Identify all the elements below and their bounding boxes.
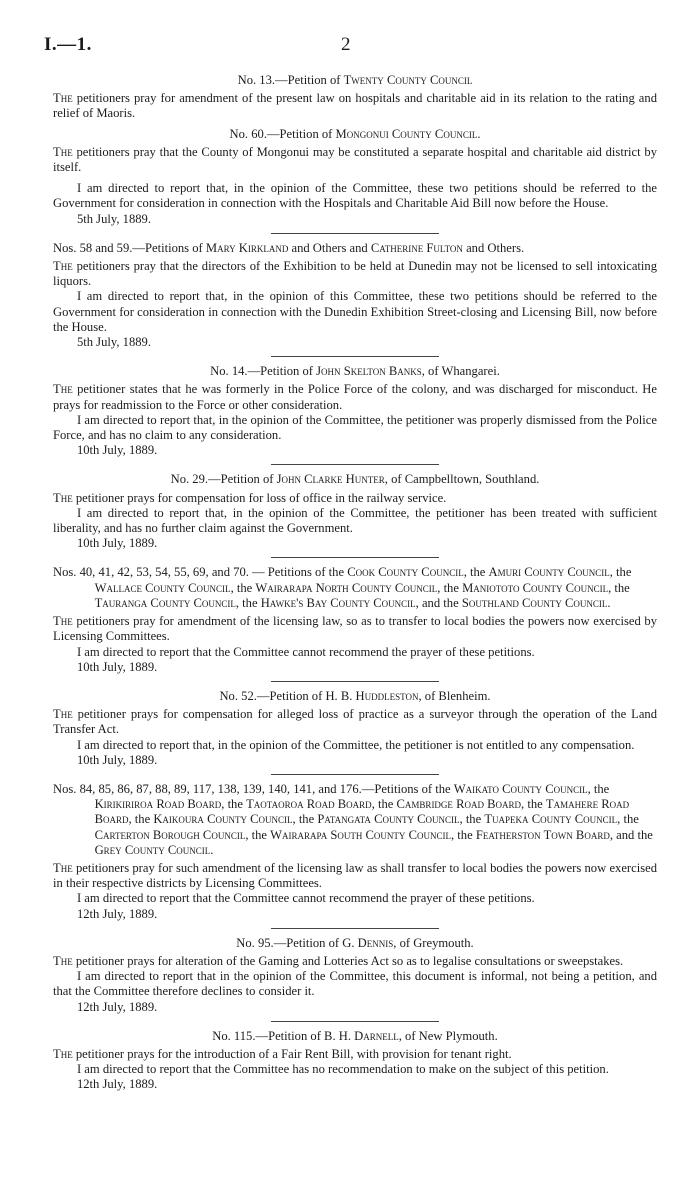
report-date: 5th July, 1889. — [76, 335, 151, 350]
title-text: , the — [230, 580, 256, 595]
council-name: Featherston Town Board — [475, 827, 610, 842]
section-title: No. 29.—Petition of John Clarke Hunter, of Campbelltown, Southland. — [170, 472, 540, 487]
title-text: , the — [521, 797, 546, 812]
title-text: , the — [608, 580, 630, 595]
section-title — [53, 565, 657, 611]
section-title: No. 14.—Petition of John Skelton Banks, of Whangarei. — [210, 364, 500, 379]
petition-section — [53, 241, 657, 357]
section-divider — [271, 356, 439, 357]
council-name: Cook County Council — [347, 565, 464, 580]
title-text: Nos. 84, 85, 86, 87, 88, 89, 117, 138, 139, 140, 141, and 176.—Petitions of the — [53, 781, 454, 796]
section-title: No. 60.—Petition of Mongonui County Council. — [229, 126, 481, 141]
petition-text: The petitioner prays for alteration of the Gaming and Lotteries Act so as to legalise consultations or sweepstakes. — [53, 953, 624, 968]
petition-section — [53, 73, 657, 122]
petition-section — [53, 936, 657, 1022]
council-name: Tuapeka County Council — [484, 812, 618, 827]
section-divider — [271, 681, 439, 682]
council-name: Maniototo County Council — [462, 580, 609, 595]
council-name: Amuri County Council — [488, 565, 610, 580]
report-text: I am directed to report that the Committee cannot recommend the prayer of these petitions. — [76, 891, 535, 906]
section-divider — [271, 774, 439, 775]
petition-text: The petitioner states that he was formerly in the Police Force of the colony, and was discharged for misconduct. He prays for readmission to the Force or other consideration. — [53, 382, 657, 412]
council-name: Tamahere Road Board — [94, 797, 630, 827]
section-title: Nos. 58 and 59.—Petitions of Mary Kirkland and Others and Catherine Fulton and Others. — [53, 240, 525, 255]
title-text: , the — [587, 781, 610, 796]
council-name: Wairarapa North County Council — [255, 580, 438, 595]
title-text: , the — [221, 797, 247, 812]
report-text: I am directed to report that the Committee has no recommendation to make on the subject of this petition. — [76, 1062, 609, 1077]
report-text: I am directed to report that, in the opinion of the Committee, the petitioner was properly dismissed from the Police Force, and has no claim to any consideration. — [53, 412, 657, 443]
report-text: I am directed to report that, in the opinion of the Committee, these two petitions should be referred to the Government for consideration in connection with the Hospitals and Charitable Aid Bill now before the House. — [53, 181, 657, 211]
document-body — [53, 73, 657, 1097]
council-name: Kaikoura County Council — [153, 812, 293, 827]
section-title: No. 13.—Petition of Twenty County Council — [237, 73, 473, 87]
council-name: Cambridge Road Board — [396, 797, 522, 812]
report-text: I am directed to report that, in the opinion of the Committee, the petitioner has been treated with sufficient liberality, and has no further claim against the Government. — [53, 505, 657, 536]
title-text: , the — [245, 827, 271, 842]
section-divider — [271, 928, 439, 929]
report-date: 12th July, 1889. — [76, 999, 158, 1014]
council-name: Wairarapa South County Council — [270, 827, 451, 842]
title-text: , the — [617, 812, 639, 827]
council-name: Southland County Council — [461, 595, 608, 610]
title-text: , the — [609, 565, 632, 580]
petition-section — [53, 364, 657, 465]
section-title — [53, 782, 657, 858]
section-title: No. 52.—Petition of H. B. Huddleston, of Blenheim. — [219, 688, 491, 703]
petition-text: The petitioners pray that the directors of the Exhibition to be held at Dunedin may not be licensed to sell intoxicating liquors. — [53, 259, 657, 289]
title-text: , the — [459, 812, 485, 827]
council-name: Tauranga County Council — [94, 595, 236, 610]
council-name: Patangata County Council — [317, 812, 460, 827]
council-name: Wallace County Council — [94, 580, 231, 595]
section-title: No. 115.—Petition of B. H. Darnell, of New Plymouth. — [212, 1028, 498, 1043]
title-text: Nos. 40, 41, 42, 53, 54, 55, 69, and 70. — Petitions of the — [53, 565, 348, 580]
title-text: , the — [450, 827, 476, 842]
petition-section — [53, 472, 657, 558]
page-number: 2 — [341, 34, 351, 55]
section-divider — [271, 464, 439, 465]
section-divider — [271, 1021, 439, 1022]
petition-section — [53, 782, 657, 929]
title-text: , the — [235, 595, 261, 610]
petition-text: The petitioner prays for compensation for loss of office in the railway service. — [53, 490, 447, 505]
petition-section — [53, 1029, 657, 1093]
section-divider — [271, 233, 439, 234]
petition-text: The petitioners pray for amendment of the licensing law, so as to transfer to local bodies the powers now exercised by Licensing Committees. — [53, 614, 657, 644]
petition-section — [53, 565, 657, 681]
petition-text: The petitioners pray for amendment of the present law on hospitals and charitable aid in its relation to the rating and relief of Maoris. — [53, 91, 657, 121]
title-text: , the — [292, 812, 318, 827]
report-text: I am directed to report that the Committee cannot recommend the prayer of these petitions. — [76, 644, 535, 659]
title-text: , the — [128, 812, 154, 827]
petition-text: The petitioner prays for the introduction of a Fair Rent Bill, with provision for tenant right. — [53, 1046, 512, 1061]
report-date: 10th July, 1889. — [76, 536, 158, 551]
title-text: , and the — [415, 595, 462, 610]
title-text: , and the — [609, 827, 653, 842]
report-text: I am directed to report that in the opinion of the Committee, this document is informal, not being a petition, and that the Committee therefore declines to consider it. — [53, 969, 657, 999]
report-date: 10th July, 1889. — [76, 659, 158, 674]
petition-section — [53, 689, 657, 775]
council-name: Taotaoroa Road Board — [246, 797, 372, 812]
title-text: . — [607, 595, 611, 610]
report-date: 10th July, 1889. — [76, 752, 158, 767]
title-text: , the — [463, 565, 489, 580]
report-text: I am directed to report that, in the opinion of the Committee, the petitioner is not entitled to any compensation. — [76, 737, 635, 752]
council-name: Hawke's Bay County Council — [260, 595, 416, 610]
council-name: Grey County Council — [94, 842, 211, 857]
petition-text: The petitioner prays for compensation for alleged loss of practice as a surveyor through the operation of the Land Transfer Act. — [53, 707, 657, 737]
report-date: 12th July, 1889. — [76, 906, 158, 921]
report-date: 12th July, 1889. — [76, 1077, 158, 1092]
report-date: 10th July, 1889. — [76, 443, 158, 458]
petition-text: The petitioners pray for such amendment of the licensing law as shall transfer to local bodies the powers now exercised in their respective districts by Licensing Committees. — [53, 860, 657, 891]
title-text: . — [210, 842, 214, 857]
petition-section — [53, 127, 657, 234]
section-title: No. 95.—Petition of G. Dennis, of Greymouth. — [236, 935, 474, 950]
council-name: Waikato County Council — [453, 781, 588, 796]
paper-code: I.—1. — [44, 34, 92, 55]
report-text: I am directed to report that, in the opinion of this Committee, these two petitions should be referred to the Government for consideration in connection with the Dunedin Exhibition Street-closing and Licensing Bill, now before the House. — [53, 289, 657, 334]
council-name: Carterton Borough Council — [94, 827, 246, 842]
petition-text: The petitioners pray that the County of Mongonui may be constituted a separate hospital and charitable aid district by itself. — [53, 144, 657, 175]
report-date: 5th July, 1889. — [76, 211, 151, 226]
section-divider — [271, 557, 439, 558]
title-text: , the — [371, 797, 397, 812]
council-name: Kirikiriroa Road Board — [94, 797, 222, 812]
title-text: , the — [437, 580, 463, 595]
